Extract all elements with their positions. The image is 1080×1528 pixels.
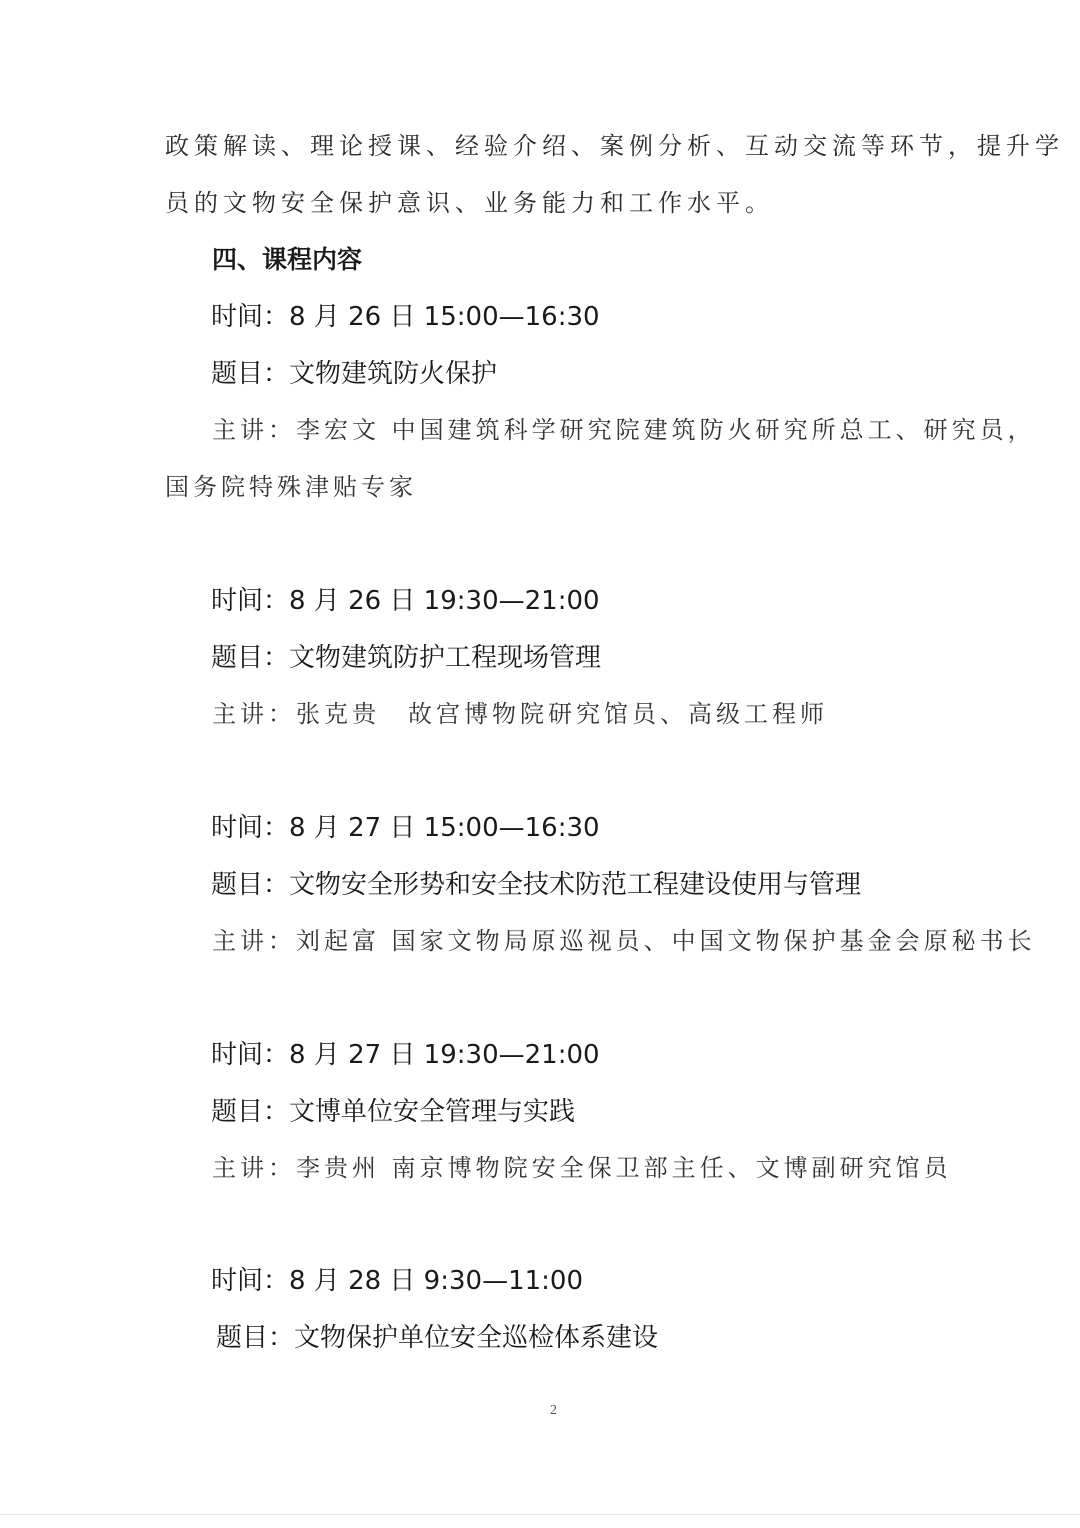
session-5-title: 题目：文物保护单位安全巡检体系建设 xyxy=(216,1323,659,1353)
session-4-time: 时间：8 月 27 日 19:30—21:00 xyxy=(211,1040,600,1070)
session-2-time: 时间：8 月 26 日 19:30—21:00 xyxy=(211,586,600,616)
session-2-title: 题目：文物建筑防护工程现场管理 xyxy=(211,643,602,673)
session-1-speaker: 主讲：李宏文 中国建筑科学研究院建筑防火研究所总工、研究员， xyxy=(212,416,1036,444)
session-1-time: 时间：8 月 26 日 15:00—16:30 xyxy=(211,302,600,332)
session-2-speaker: 主讲：张克贵 故宫博物院研究馆员、高级工程师 xyxy=(212,700,828,728)
session-3-title: 题目：文物安全形势和安全技术防范工程建设使用与管理 xyxy=(211,870,862,900)
session-1-speaker-continued: 国务院特殊津贴专家 xyxy=(165,473,417,501)
session-3-speaker: 主讲：刘起富 国家文物局原巡视员、中国文物保护基金会原秘书长 xyxy=(212,927,1036,955)
intro-paragraph-line-1: 政策解读、理论授课、经验介绍、案例分析、互动交流等环节，提升学 xyxy=(165,132,1064,160)
intro-paragraph-line-2: 员的文物安全保护意识、业务能力和工作水平。 xyxy=(165,189,774,217)
session-1-title: 题目：文物建筑防火保护 xyxy=(211,359,498,389)
session-4-title: 题目：文博单位安全管理与实践 xyxy=(211,1097,576,1127)
page-number: 2 xyxy=(550,1403,557,1418)
session-4-speaker: 主讲：李贵州 南京博物院安全保卫部主任、文博副研究馆员 xyxy=(212,1154,952,1182)
section-heading: 四、课程内容 xyxy=(212,245,363,274)
session-3-time: 时间：8 月 27 日 15:00—16:30 xyxy=(211,813,600,843)
session-5-time: 时间：8 月 28 日 9:30—11:00 xyxy=(211,1266,583,1296)
page-bottom-rule xyxy=(0,1514,1080,1515)
